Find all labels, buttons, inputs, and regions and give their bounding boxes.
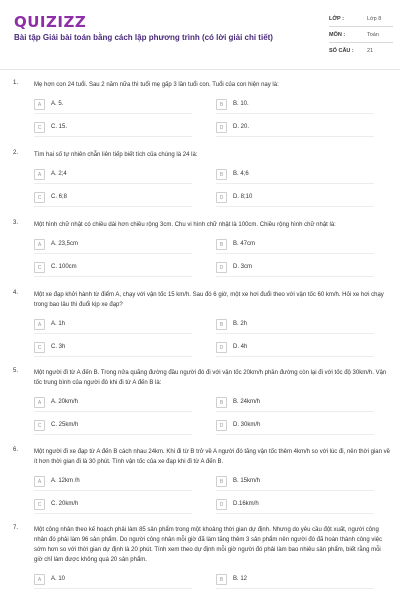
option-letter-box: B [216,476,227,487]
header [0,0,400,66]
meta-label: MÔN : [329,32,346,38]
option-letter-box: D [216,192,227,203]
option-letter-box: B [216,574,227,585]
option-text: A. 2;4 [51,171,67,177]
option-divider [216,113,374,114]
option-text: D. 30km/h [233,422,261,428]
option-b[interactable] [216,319,374,333]
option-letter-box: A [34,574,45,585]
option-letter-box: D [216,342,227,353]
option-text: C. 15. [51,124,68,130]
option-text: B. 10. [233,101,249,107]
question-number: 4. [13,290,19,296]
question-text: Mẹ hơn con 24 tuổi. Sau 2 năm nữa thì tuổi mẹ gấp 3 lần tuổi con. Tuổi của con hiện nay là: [34,82,279,88]
option-divider [34,434,192,435]
option-b[interactable] [216,574,374,588]
option-letter-box: B [216,99,227,110]
option-text: B. 12 [233,576,248,582]
option-text: C. 6;8 [51,194,68,200]
option-divider [34,588,192,589]
option-a[interactable] [34,319,192,333]
question-number: 1. [13,80,19,86]
option-text: A. 1h [51,321,66,327]
option-text: D. 4h [233,344,248,350]
question-text: Một người đi từ A đến B. Trong nửa quãng đường đầu người đó đi với vận tốc 20km/h phần đường còn lại đi với tốc độ 30km/h. Vận tốc trung bình của người đó khi đi từ A đến B là: [34,370,387,386]
option-letter-box: D [216,420,227,431]
option-text: A. 5. [51,101,64,107]
option-text: B. 24km/h [233,399,261,405]
option-divider [216,490,374,491]
option-text: C. 20km/h [51,501,79,507]
option-b[interactable] [216,99,374,113]
option-text: D. 20. [233,124,250,130]
option-d[interactable] [216,420,374,434]
option-letter-box: C [34,420,45,431]
option-letter-box: A [34,169,45,180]
option-divider [34,183,192,184]
option-a[interactable] [34,574,192,588]
option-d[interactable] [216,262,374,276]
option-divider [216,253,374,254]
option-divider [216,434,374,435]
option-a[interactable] [34,99,192,113]
option-divider [216,206,374,207]
question-text: Một người đi xe đạp từ A đến B cách nhau 24km. Khi đi từ B trở về A người đó tăng vận tốc thêm 4km/h so với lúc đi, nên thời gian về ít hơn thời gian đi là 30 phút. Tính vận tốc của xe đạp khi đi từ A đến B. [34,449,390,465]
option-text: C. 100cm [51,264,77,270]
option-c[interactable] [34,262,192,276]
option-letter-box: C [34,342,45,353]
option-c[interactable] [34,420,192,434]
option-letter-box: C [34,192,45,203]
option-divider [34,513,192,514]
option-letter-box: A [34,99,45,110]
option-a[interactable] [34,476,192,490]
question-number: 5. [13,368,19,374]
question-text: Một xe đạp khởi hành từ điểm A, chạy với vận tốc 15 km/h. Sau đó 6 giờ, một xe hơi đuổi theo với vận tốc 60 km/h. Hỏi xe hơi chạy trong bao lâu thì đuổi kịp xe đạp? [34,292,384,308]
meta-value: Toán [367,32,379,38]
option-divider [216,588,374,589]
meta-value: Lớp 8 [367,16,382,22]
meta-row-count [329,43,393,59]
option-divider [34,333,192,334]
option-letter-box: A [34,319,45,330]
option-c[interactable] [34,122,192,136]
option-text: A. 10 [51,576,66,582]
worksheet-meta [329,11,393,59]
option-divider [216,356,374,357]
option-c[interactable] [34,342,192,356]
option-letter-box: A [34,397,45,408]
quizizz-logo: QUIZIZZ [14,13,87,31]
option-divider [216,333,374,334]
option-divider [216,183,374,184]
option-text: B. 15km/h [233,478,261,484]
question-text: Tìm hai số tự nhiên chẵn liên tiếp biết tích của chúng là 24 là: [34,152,198,158]
option-letter-box: B [216,397,227,408]
option-letter-box: B [216,239,227,250]
meta-row-subject [329,27,393,43]
option-letter-box: C [34,262,45,273]
meta-label: LỚP : [329,16,344,22]
option-a[interactable] [34,397,192,411]
worksheet-title: Bài tập Giải bài toán bằng cách lập phương trình (có lời giải chi tiết) [14,33,273,42]
meta-value: 21 [367,48,374,54]
meta-label: SỐ CÂU : [329,48,354,54]
option-a[interactable] [34,169,192,183]
option-divider [34,356,192,357]
question-number: 6. [13,447,19,453]
option-divider [34,276,192,277]
header-divider [0,69,400,70]
option-letter-box: B [216,169,227,180]
option-text: D.16km/h [233,501,259,507]
question-text: Một hình chữ nhật có chiều dài hơn chiều rộng 3cm. Chu vi hình chữ nhật là 100cm. Chiều rộng hình chữ nhật là: [34,222,336,228]
option-text: C. 25km/h [51,422,79,428]
option-divider [34,411,192,412]
question-number: 3. [13,220,19,226]
option-text: A. 23,5cm [51,241,79,247]
option-divider [216,276,374,277]
option-divider [34,206,192,207]
option-b[interactable] [216,169,374,183]
option-d[interactable] [216,342,374,356]
option-d[interactable] [216,122,374,136]
option-text: B. 4;6 [233,171,249,177]
option-divider [216,136,374,137]
option-letter-box: C [34,122,45,133]
option-text: A. 12km /h [51,478,80,484]
option-divider [34,136,192,137]
option-d[interactable] [216,499,374,513]
option-text: A. 20km/h [51,399,79,405]
option-divider [216,411,374,412]
option-c[interactable] [34,499,192,513]
option-d[interactable] [216,192,374,206]
option-b[interactable] [216,397,374,411]
option-c[interactable] [34,192,192,206]
option-letter-box: D [216,499,227,510]
option-text: B. 47cm [233,241,256,247]
option-text: B. 2h [233,321,248,327]
option-b[interactable] [216,476,374,490]
option-letter-box: C [34,499,45,510]
option-text: C. 3h [51,344,66,350]
question-number: 7. [13,525,19,531]
option-letter-box: B [216,319,227,330]
option-divider [34,490,192,491]
option-b[interactable] [216,239,374,253]
option-divider [34,113,192,114]
option-letter-box: A [34,239,45,250]
option-letter-box: D [216,122,227,133]
meta-row-grade [329,11,393,27]
option-text: D. 3cm [233,264,253,270]
option-letter-box: A [34,476,45,487]
option-letter-box: D [216,262,227,273]
option-divider [34,253,192,254]
option-text: D. 8;10 [233,194,253,200]
option-divider [216,513,374,514]
question-number: 2. [13,150,19,156]
question-text: Một công nhân theo kế hoạch phải làm 85 sản phẩm trong một khoảng thời gian dự định. Nhưng do yêu cầu đột xuất, người công nhân đó phải làm 96 sản phẩm. Do người công nhân mỗi giờ đã làm tăng thêm 3 sản phẩm nên người đó đã hoàn thành công việc sớm hơn so với thời gian dự định là 20 phút. Tính xem theo dự định mỗi giờ người đó phải làm bao nhiêu sản phẩm, biết rằng mỗi giờ chỉ làm được không quá 20 sản phẩm. [34,527,383,563]
option-a[interactable] [34,239,192,253]
